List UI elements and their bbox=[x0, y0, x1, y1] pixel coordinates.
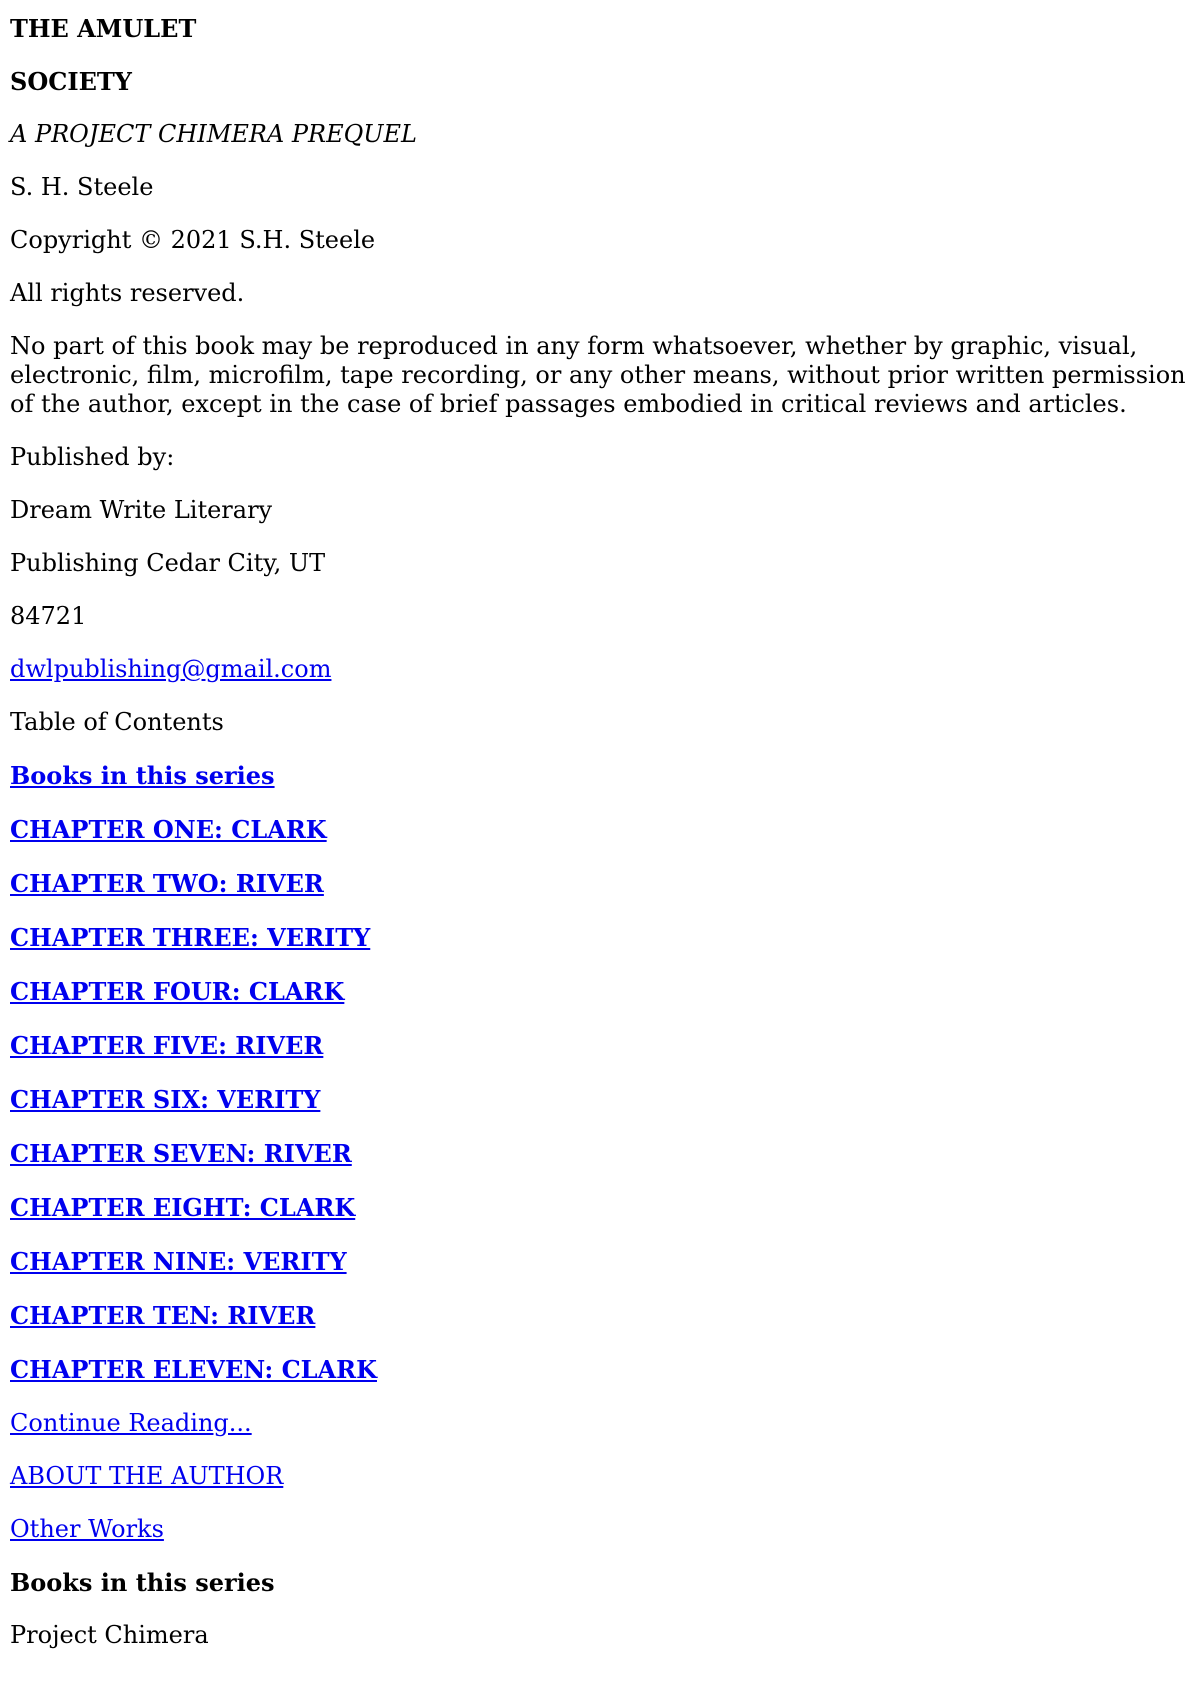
publisher-name: Dream Write Literary bbox=[10, 496, 273, 524]
publisher-address: Publishing Cedar City, UT bbox=[10, 549, 326, 577]
toc-link-chapter-eight[interactable]: CHAPTER EIGHT: CLARK bbox=[10, 1193, 356, 1222]
toc-link-chapter-one[interactable]: CHAPTER ONE: CLARK bbox=[10, 815, 327, 844]
book-title-line-1: THE AMULET bbox=[10, 14, 197, 43]
toc-link-chapter-eleven[interactable]: CHAPTER ELEVEN: CLARK bbox=[10, 1355, 377, 1384]
rights-reserved: All rights reserved. bbox=[10, 279, 245, 307]
toc-link-chapter-six[interactable]: CHAPTER SIX: VERITY bbox=[10, 1085, 321, 1114]
copyright-body: No part of this book may be reproduced in any form whatsoever, whether by graphic, visual, electronic, film, microfilm, tape recording, or any other means, without prior written permission of the author, except in the case of brief passages embodied in critical reviews and articles. bbox=[10, 332, 1186, 418]
toc-link-continue-reading[interactable]: Continue Reading... bbox=[10, 1409, 252, 1437]
toc-link-chapter-three[interactable]: CHAPTER THREE: VERITY bbox=[10, 923, 371, 952]
toc-link-chapter-two[interactable]: CHAPTER TWO: RIVER bbox=[10, 869, 324, 898]
toc-link-chapter-five[interactable]: CHAPTER FIVE: RIVER bbox=[10, 1031, 324, 1060]
toc-link-chapter-four[interactable]: CHAPTER FOUR: CLARK bbox=[10, 977, 345, 1006]
toc-link-about-the-author[interactable]: ABOUT THE AUTHOR bbox=[10, 1462, 284, 1490]
toc-link-books-in-series[interactable]: Books in this series bbox=[10, 761, 275, 790]
published-by-label: Published by: bbox=[10, 443, 175, 471]
toc-link-other-works[interactable]: Other Works bbox=[10, 1515, 164, 1543]
book-subtitle: A PROJECT CHIMERA PREQUEL bbox=[10, 120, 417, 148]
toc-heading: Table of Contents bbox=[10, 708, 224, 736]
toc-link-chapter-ten[interactable]: CHAPTER TEN: RIVER bbox=[10, 1301, 316, 1330]
publisher-email-link[interactable]: dwlpublishing@gmail.com bbox=[10, 655, 332, 683]
toc-link-chapter-nine[interactable]: CHAPTER NINE: VERITY bbox=[10, 1247, 347, 1276]
series-first-title: Project Chimera bbox=[10, 1621, 209, 1649]
copyright-notice: Copyright © 2021 S.H. Steele bbox=[10, 226, 376, 254]
toc-link-chapter-seven[interactable]: CHAPTER SEVEN: RIVER bbox=[10, 1139, 352, 1168]
book-title-line-2: SOCIETY bbox=[10, 67, 132, 96]
series-heading: Books in this series bbox=[10, 1568, 275, 1597]
publisher-zip: 84721 bbox=[10, 602, 87, 630]
author-name: S. H. Steele bbox=[10, 173, 154, 201]
